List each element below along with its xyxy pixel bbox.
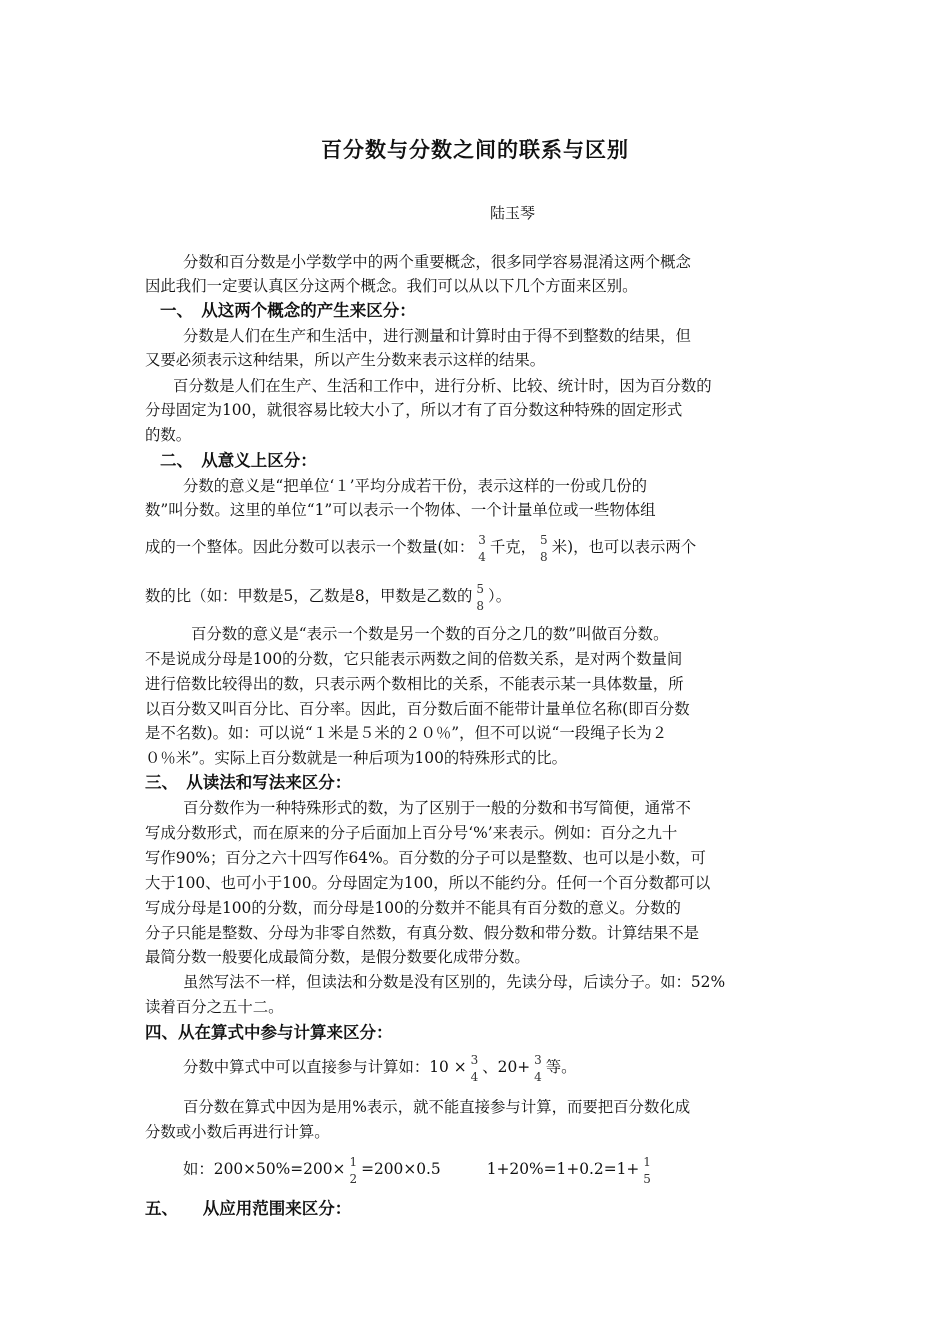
s3-p1-line-7: 最简分数一般要化成最简分数，是假分数要化成带分数。 bbox=[145, 948, 530, 966]
s3-p2-line-1: 虽然写法不一样，但读法和分数是没有区别的，先读分母，后读分子。如：52% bbox=[183, 973, 726, 991]
s2-p1-line-1: 分数的意义是“把单位‘１’平均分成若干份，表示这样的一份或几份的 bbox=[183, 477, 647, 495]
s2-p1-line-4: 数的比（如：甲数是5，乙数是8，甲数是乙数的 $\frac{5}{8}$ ）。 bbox=[145, 581, 512, 613]
s2-p2-line-1: 百分数的意义是“表示一个数是另一个数的百分之几的数”叫做百分数。 bbox=[191, 625, 669, 643]
fraction-5-8: $\frac{5}{8}$ bbox=[540, 532, 548, 564]
s4-p2-line-2: 分数或小数后再进行计算。 bbox=[145, 1123, 330, 1141]
fraction-1-2: $\frac{1}{2}$ bbox=[349, 1154, 358, 1186]
s1-p1-line-2: 又要必须表示这种结果，所以产生分数来表示这样的结果。 bbox=[145, 351, 546, 369]
s2-p2-line-6: ０％米”。实际上百分数就是一种后项为100的特殊形式的比。 bbox=[145, 749, 568, 767]
s1-p1-line-1: 分数是人们在生产和生活中，进行测量和计算时由于得不到整数的结果，但 bbox=[183, 327, 691, 345]
s3-p1-line-5: 写成分母是100的分数，而分母是100的分数并不能具有百分数的意义。分数的 bbox=[145, 899, 681, 917]
fraction-3-4-product: $\frac{3}{4}$ bbox=[470, 1052, 479, 1084]
s2-p2-line-2: 不是说成分母是100的分数，它只能表示两数之间的倍数关系，是对两个数量间 bbox=[145, 650, 683, 668]
intro-line-1: 分数和百分数是小学数学中的两个重要概念，很多同学容易混淆这两个概念 bbox=[183, 253, 691, 271]
s3-p1-line-1: 百分数作为一种特殊形式的数，为了区别于一般的分数和书写简便，通常不 bbox=[183, 799, 691, 817]
s2-p2-line-4: 以百分数又叫百分比、百分率。因此，百分数后面不能带计量单位名称(即百分数 bbox=[145, 700, 690, 718]
s3-p1-line-3: 写作90%；百分之六十四写作64%。百分数的分子可以是整数、也可以是小数，可 bbox=[145, 849, 706, 867]
s1-p2-line-2: 分母固定为100，就很容易比较大小了，所以才有了百分数这种特殊的固定形式 bbox=[145, 401, 683, 419]
fraction-3-4-sum: $\frac{3}{4}$ bbox=[534, 1052, 542, 1084]
s2-p1-line-2: 数”叫分数。这里的单位“1”可以表示一个物体、一个计量单位或一些物体组 bbox=[145, 501, 656, 519]
document-title: 百分数与分数之间的联系与区别 bbox=[321, 138, 629, 162]
s3-p1-line-6: 分子只能是整数、分母为非零自然数，有真分数、假分数和带分数。计算结果不是 bbox=[145, 924, 700, 942]
fraction-1-5: $\frac{1}{5}$ bbox=[643, 1154, 651, 1186]
section-2-heading: 二、 从意义上区分： bbox=[160, 451, 317, 470]
section-1-heading: 一、 从这两个概念的产生来区分： bbox=[160, 301, 416, 320]
s2-p2-line-5: 是不名数)。如：可以说“１米是５米的２０％”，但不可以说“一段绳子长为２ bbox=[145, 724, 668, 742]
section-3-heading: 三、 从读法和写法来区分： bbox=[145, 773, 352, 792]
section-5-heading: 五、 从应用范围来区分： bbox=[145, 1199, 352, 1218]
s3-p2-line-2: 读着百分之五十二。 bbox=[145, 998, 284, 1016]
document-author: 陆玉琴 bbox=[489, 204, 535, 222]
fraction-5-8-ratio: $\frac{5}{8}$ bbox=[476, 581, 485, 613]
s1-p2-line-1: 百分数是人们在生产、生活和工作中，进行分析、比较、统计时，因为百分数的 bbox=[173, 377, 712, 395]
s4-example-line: 如：200×50%=200× $\frac{1}{2}$ =200×0.5 1+20%=1+0.2=1+ $\frac{1}{5}$ bbox=[183, 1154, 651, 1186]
s3-p1-line-4: 大于100、也可小于100。分母固定为100，所以不能约分。任何一个百分数都可以 bbox=[145, 874, 711, 892]
section-4-heading: 四、从在算式中参与计算来区分： bbox=[145, 1023, 393, 1042]
s2-p1-line-3: 成的一个整体。因此分数可以表示一个数量(如： $\frac{3}{4}$ 千克， $\frac{5}{8}$ 米)，也可以表示两个 bbox=[145, 532, 697, 564]
s4-p1-line: 分数中算式中可以直接参与计算如：10 × $\frac{3}{4}$ 、20+ $\frac{3}{4}$ 等。 bbox=[183, 1052, 577, 1084]
fraction-3-4: $\frac{3}{4}$ bbox=[478, 532, 486, 564]
s4-p2-line-1: 百分数在算式中因为是用%表示，就不能直接参与计算，而要把百分数化成 bbox=[183, 1098, 691, 1116]
s1-p2-line-3: 的数。 bbox=[145, 426, 192, 444]
s2-p2-line-3: 进行倍数比较得出的数，只表示两个数相比的关系，不能表示某一具体数量，所 bbox=[145, 675, 684, 693]
s3-p1-line-2: 写成分数形式，而在原来的分子后面加上百分号‘%’来表示。例如：百分之九十 bbox=[145, 824, 678, 842]
intro-line-2: 因此我们一定要认真区分这两个概念。我们可以从以下几个方面来区别。 bbox=[145, 277, 638, 295]
